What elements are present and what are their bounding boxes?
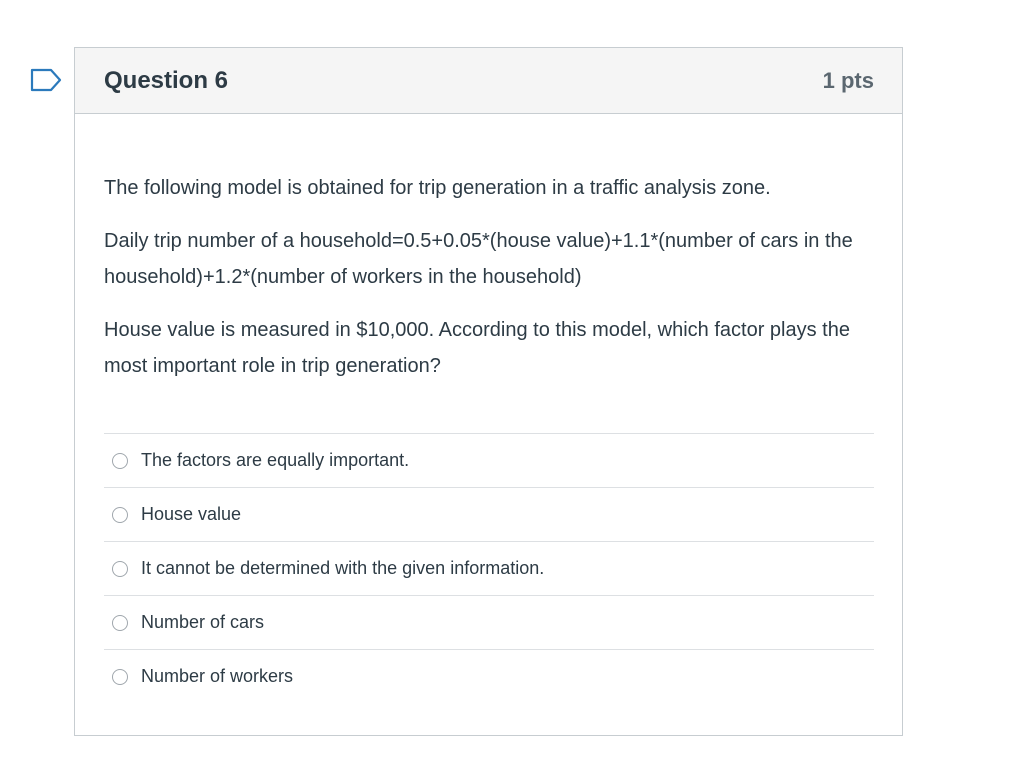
radio-button[interactable] <box>112 615 128 631</box>
question-paragraph: House value is measured in $10,000. According to this model, which factor plays the most important role in trip generation? <box>104 319 850 377</box>
question-header <box>75 48 902 114</box>
answer-option[interactable] <box>104 595 874 649</box>
radio-button[interactable] <box>112 507 128 523</box>
answer-option[interactable] <box>104 433 874 487</box>
answer-label: House value <box>141 504 242 524</box>
question-paragraph: Daily trip number of a household=0.5+0.05*(house value)+1.1*(number of cars in the household)+1.2*(number of workers in the household) <box>104 230 853 288</box>
question-text <box>75 114 902 384</box>
answer-label: It cannot be determined with the given information. <box>141 558 545 578</box>
answer-list <box>104 433 874 703</box>
radio-button[interactable] <box>112 453 128 469</box>
question-title: Question 6 <box>104 66 229 94</box>
question-card <box>74 47 903 736</box>
answer-label: Number of workers <box>141 666 294 686</box>
radio-button[interactable] <box>112 669 128 685</box>
radio-button[interactable] <box>112 561 128 577</box>
answer-option[interactable] <box>104 649 874 703</box>
answer-label: Number of cars <box>141 612 265 632</box>
question-points: 1 pts <box>822 67 874 93</box>
answer-option[interactable] <box>104 487 874 541</box>
answer-option[interactable] <box>104 541 874 595</box>
flag-question-icon[interactable] <box>29 66 63 94</box>
question-paragraph: The following model is obtained for trip generation in a traffic analysis zone. <box>104 177 771 199</box>
answer-label: The factors are equally important. <box>141 450 410 470</box>
